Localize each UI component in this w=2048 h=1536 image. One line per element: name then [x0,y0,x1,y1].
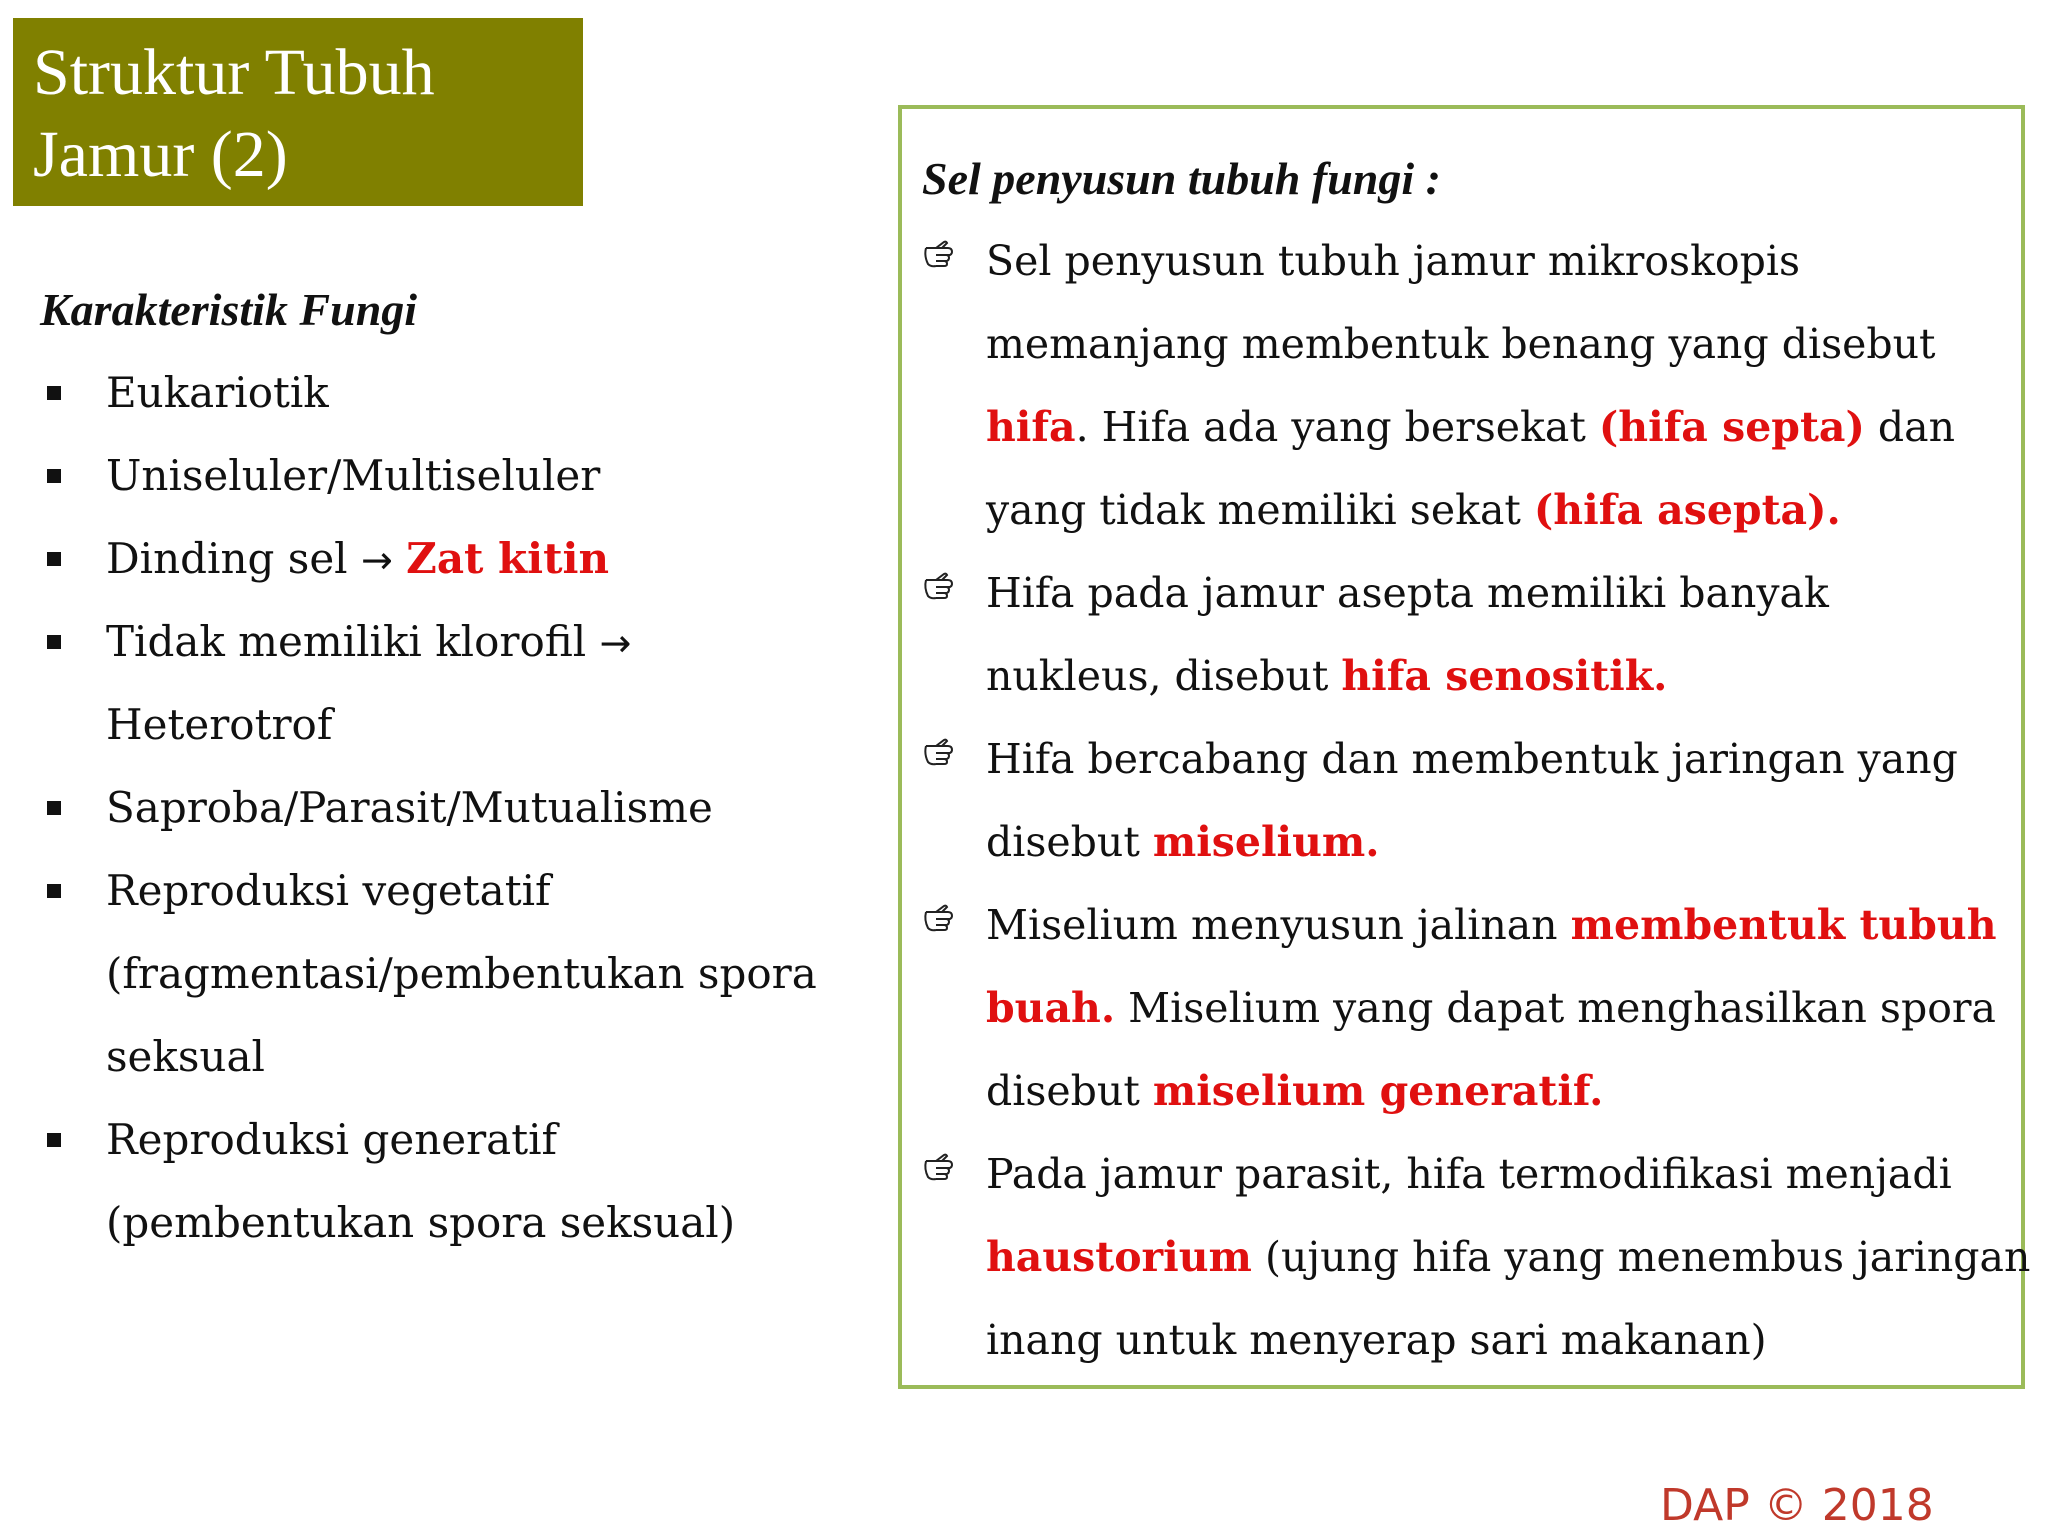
item-text: nukleus, disebut [986,652,1342,700]
item-text: . Hifa ada yang bersekat [1075,403,1599,451]
square-bullet-icon [47,469,61,483]
highlight-text: haustorium [986,1233,1252,1281]
title-line-1: Struktur Tubuh [33,36,435,109]
item-text: inang untuk menyerap sari makanan) [986,1316,1767,1364]
highlight-text: buah. [986,984,1116,1032]
title-box [13,18,583,206]
right-heading: Sel penyusun tubuh fungi : [922,153,1441,204]
list-item [922,1133,2031,1382]
item-text: Hifa bercabang dan membentuk jaringan yang [986,735,1958,783]
item-text: memanjang membentuk benang yang disebut [986,320,1936,368]
item-text: Pada jamur parasit, hifa termodifikasi menjadi [986,1150,1952,1198]
title-line-2: Jamur (2) [33,118,288,191]
item-text: Sel penyusun tubuh jamur mikroskopis [986,237,1800,285]
highlight-text: miselium. [1152,818,1380,866]
list-item [40,849,870,1098]
highlight-text: Zat kitin [406,534,609,583]
square-bullet-icon [47,884,61,898]
item-text: (fragmentasi/pembentukan spora [106,949,817,998]
pointing-hand-icon [922,894,968,940]
item-text: Reproduksi generatif [106,1115,558,1164]
square-bullet-icon [47,1133,61,1147]
arrow-right-icon: → [599,621,632,665]
pointing-hand-icon [922,728,968,774]
highlight-text: hifa [986,403,1076,451]
item-text: yang tidak memiliki sekat [986,486,1534,534]
list-item [922,552,2012,718]
copyright-footer: DAP © 2018 [1660,1480,1934,1531]
item-text: Dinding sel [106,534,361,583]
item-text: Eukariotik [106,368,329,417]
arrow-right-icon: → [360,538,393,582]
square-bullet-icon [47,801,61,815]
list-item [922,884,2012,1133]
item-text: Heterotrof [106,700,333,749]
item-text: seksual [106,1032,265,1081]
list-item [40,600,870,766]
list-item [40,1098,870,1264]
square-bullet-icon [47,635,61,649]
hyphae-info-box [898,105,2031,1389]
characteristics-list [40,268,870,1264]
item-text: (ujung hifa yang menembus jaringan [1251,1233,2031,1281]
square-bullet-icon [47,386,61,400]
item-text: (pembentukan spora seksual) [106,1198,736,1247]
list-item [922,220,2012,552]
highlight-text: miselium generatif. [1152,1067,1604,1115]
left-heading: Karakteristik Fungi [40,284,418,335]
item-text: Tidak memiliki klorofil [106,617,600,666]
item-text: disebut [986,818,1153,866]
highlight-text: (hifa septa) [1598,403,1865,451]
item-text: Saproba/Parasit/Mutualisme [106,783,713,832]
pointing-hand-icon [922,562,968,608]
list-item [40,434,870,517]
item-text: Reproduksi vegetatif [106,866,551,915]
list-item [40,766,870,849]
item-text: Miselium yang dapat menghasilkan spora [1115,984,1996,1032]
list-item [40,351,870,434]
list-item [922,718,2012,884]
highlight-text: membentuk tubuh [1570,901,1997,949]
highlight-text: hifa senositik. [1341,652,1668,700]
pointing-hand-icon [922,1143,968,1189]
highlight-text: (hifa asepta). [1533,486,1841,534]
square-bullet-icon [47,552,61,566]
list-item [40,517,870,600]
item-text: disebut [986,1067,1153,1115]
pointing-hand-icon [922,230,968,276]
item-text: Uniseluler/Multiseluler [106,451,601,500]
item-text: Miselium menyusun jalinan [986,901,1571,949]
item-text: Hifa pada jamur asepta memiliki banyak [986,569,1829,617]
item-text: dan [1864,403,1955,451]
